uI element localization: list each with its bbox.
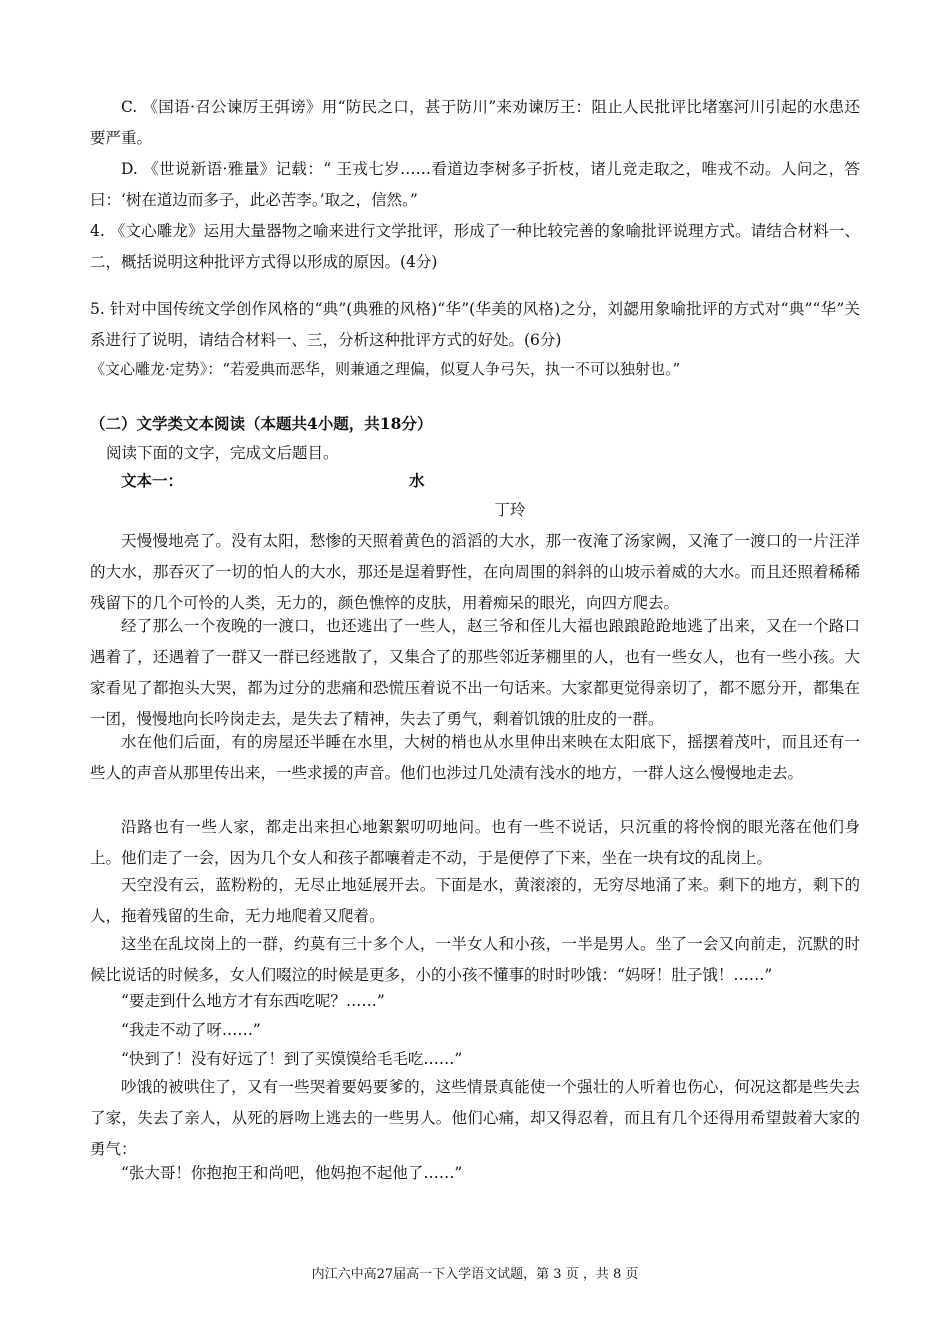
text-label: 文本一： bbox=[121, 471, 184, 490]
paragraph: 水在他们后面，有的房屋还半睡在水里，大树的梢也从水里伸出来映在太阳底下，摇摆着茂叶，而且还有一些人的声音从那里传出来，一些求援的声音。他们也涉过几处渍有浅水的地方，一群人这么慢慢地走去。 bbox=[90, 733, 860, 782]
page-footer: 内江六中高27届高一下入学语文试题，第 3 页 ，共 8 页 bbox=[311, 1267, 639, 1282]
passage-title: 水 bbox=[409, 471, 425, 490]
option-c: C. 《国语·召公谏厉王弭谤》用“防民之口，甚于防川”来劝谏厉王：阻止人民批评比堵塞河川引起的水患还要严重。 bbox=[90, 98, 860, 147]
dialogue-line: “张大哥！你抱抱王和尚吧，他妈抱不起他了……” bbox=[121, 1164, 463, 1182]
question-5-quote: 《文心雕龙·定势》：“若爱典而恶华，则兼通之理偏，似夏人争弓矢，执一不可以独射也。” bbox=[90, 360, 681, 378]
section-heading: （二）文学类文本阅读（本题共4小题，共18分） bbox=[90, 414, 433, 433]
question-5: 5. 针对中国传统文学创作风格的“典”(典雅的风格)“华”(华美的风格)之分，刘勰用象喻批评的方式对“典”“华”关系进行了说明，请结合材料一、三，分析这种批评方式的好处。(6分) bbox=[90, 300, 860, 349]
dialogue-line: “要走到什么地方才有东西吃呢？……” bbox=[121, 992, 385, 1010]
passage-author: 丁玲 bbox=[494, 501, 526, 519]
paragraph: 吵饿的被哄住了，又有一些哭着要妈要爹的，这些情景真能使一个强壮的人听着也伤心，何况这都是些失去了家，失去了亲人，从死的唇吻上逃去的一些男人。他们心痛，却又得忍着，而且有几个还得用希望鼓着大家的勇气： bbox=[90, 1078, 860, 1158]
paragraph: 沿路也有一些人家，都走出来担心地絮絮叨叨地问。也有一些不说话，只沉重的将怜悯的眼光落在他们身上。他们走了一会，因为几个女人和孩子都嚷着走不动，于是便停了下来，坐在一块有坟的乱岗上。 bbox=[90, 818, 860, 867]
question-4: 4. 《文心雕龙》运用大量器物之喻来进行文学批评，形成了一种比较完善的象喻批评说理方式。请结合材料一、二，概括说明这种批评方式得以形成的原因。(4分) bbox=[90, 222, 860, 271]
paragraph: 天慢慢地亮了。没有太阳，愁惨的天照着黄色的滔滔的大水，那一夜淹了汤家阙，又淹了一渡口的一片汪洋的大水，那吞灭了一切的怕人的大水，那还是逞着野性，在向周围的斜斜的山坡示着威的大水。而且还照着稀稀残留下的几个可怜的人类，无力的，颜色憔悴的皮肤，用着痴呆的眼光，向四方爬去。 bbox=[90, 532, 860, 612]
dialogue-line: “我走不动了呀……” bbox=[121, 1021, 261, 1039]
option-d: D. 《世说新语·雅量》记载：“ 王戎七岁……看道边李树多子折枝，诸儿竞走取之，唯戎不动。人问之，答曰：‘树在道边而多子，此必苦李。’取之，信然。” bbox=[90, 160, 860, 209]
text-title-row bbox=[121, 465, 861, 497]
paragraph: 经了那么一个夜晚的一渡口，也还逃出了一些人，赵三爷和侄儿大福也踉踉跄跄地逃了出来，又在一个路口遇着了，还遇着了一群又一群已经逃散了，又集合了的那些邻近茅棚里的人，也有一些女人，也有一些小孩。大家看见了都抱头大哭，都为过分的悲痛和恐慌压着说不出一句话来。大家都更觉得亲切了，都不愿分开，都集在一团，慢慢地向长吟岗走去，是失去了精神，失去了勇气，剩着饥饿的肚皮的一群。 bbox=[90, 617, 860, 728]
dialogue-line: “快到了！没有好远了！到了买馍馍给毛毛吃……” bbox=[121, 1050, 463, 1068]
reading-instruction: 阅读下面的文字，完成文后题目。 bbox=[106, 444, 339, 462]
paragraph: 天空没有云，蓝粉粉的，无尽止地延展开去。下面是水，黄滚滚的，无穷尽地涌了来。剩下的地方，剩下的人，拖着残留的生命，无力地爬着又爬着。 bbox=[90, 876, 860, 925]
paragraph: 这坐在乱坟岗上的一群，约莫有三十多个人，一半女人和小孩，一半是男人。坐了一会又向前走，沉默的时候比说话的时候多，女人们啜泣的时候是更多，小的小孩不懂事的时时吵饿：“妈呀！肚子饿！……” bbox=[90, 935, 860, 984]
